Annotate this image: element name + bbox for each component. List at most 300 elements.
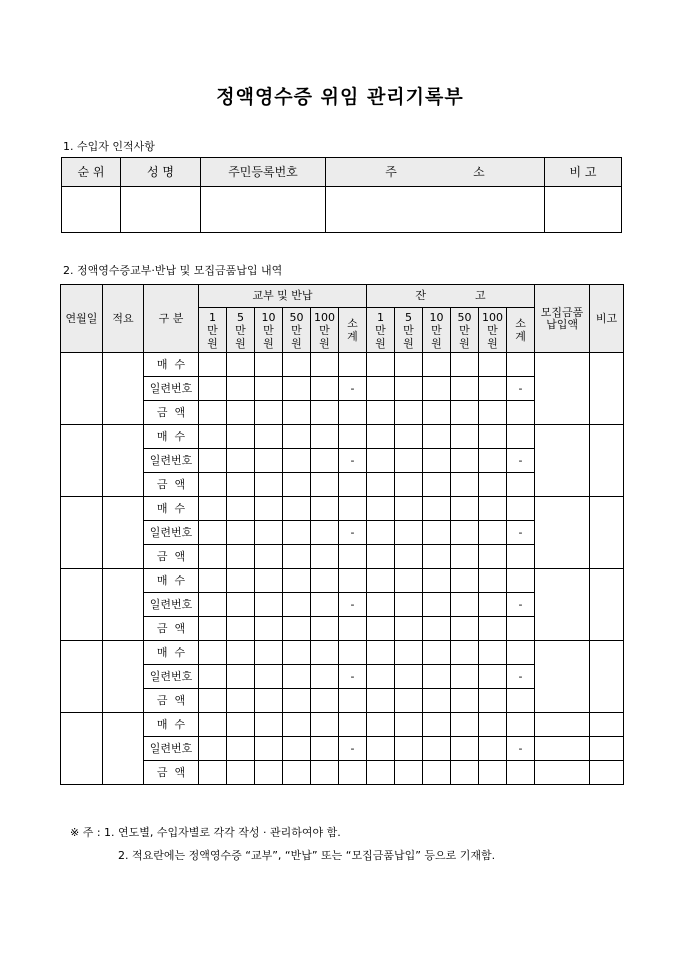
amount-cell[interactable] [451, 401, 479, 425]
amount-cell[interactable] [227, 761, 255, 785]
date-cell[interactable] [61, 353, 103, 425]
amount-cell[interactable] [227, 569, 255, 593]
reason-cell[interactable] [103, 353, 144, 425]
amount-cell[interactable] [199, 545, 227, 569]
amount-cell[interactable] [479, 449, 507, 473]
row-type-label: 일련번호 [144, 737, 199, 761]
amount-cell[interactable] [283, 713, 311, 737]
amount-cell[interactable] [227, 473, 255, 497]
date-cell[interactable] [61, 641, 103, 713]
amount-cell[interactable] [423, 473, 451, 497]
amount-cell[interactable] [479, 761, 507, 785]
reason-cell[interactable] [103, 425, 144, 497]
amount-cell[interactable] [423, 425, 451, 449]
amount-cell[interactable] [507, 713, 535, 737]
amount-cell[interactable] [227, 689, 255, 713]
rank-cell[interactable] [62, 187, 121, 233]
amount-cell[interactable] [451, 497, 479, 521]
amount-cell[interactable] [255, 545, 283, 569]
record-remark-cell[interactable] [590, 641, 624, 713]
amount-cell[interactable] [255, 593, 283, 617]
amount-cell[interactable] [311, 665, 339, 689]
amount-cell[interactable] [311, 425, 339, 449]
amount-cell[interactable] [199, 521, 227, 545]
subtotal-dash: - [507, 737, 535, 761]
row-type-label: 매 수 [144, 641, 199, 665]
amount-cell[interactable] [507, 497, 535, 521]
balance-denom-header: 10 만 원 [423, 308, 451, 353]
header-name: 성 명 [121, 158, 201, 187]
amount-cell[interactable] [227, 545, 255, 569]
fund-amount-cell[interactable] [535, 761, 590, 785]
amount-cell[interactable] [283, 425, 311, 449]
amount-cell[interactable] [367, 449, 395, 473]
amount-cell[interactable] [507, 401, 535, 425]
amount-cell[interactable] [507, 425, 535, 449]
amount-cell[interactable] [199, 737, 227, 761]
amount-cell[interactable] [227, 425, 255, 449]
amount-cell[interactable] [199, 617, 227, 641]
amount-cell[interactable] [423, 641, 451, 665]
amount-cell[interactable] [311, 761, 339, 785]
amount-cell[interactable] [479, 737, 507, 761]
amount-cell[interactable] [395, 377, 423, 401]
amount-cell[interactable] [283, 473, 311, 497]
personal-info-table [61, 157, 622, 233]
amount-cell[interactable] [423, 617, 451, 641]
row-type-label: 금 액 [144, 617, 199, 641]
balance-denom-header: 1 만 원 [367, 308, 395, 353]
record-remark-cell[interactable] [590, 737, 624, 761]
amount-cell[interactable] [283, 401, 311, 425]
amount-cell[interactable] [423, 713, 451, 737]
amount-cell[interactable] [311, 521, 339, 545]
amount-cell[interactable] [255, 641, 283, 665]
row-type-label: 일련번호 [144, 521, 199, 545]
amount-cell[interactable] [283, 353, 311, 377]
reason-cell[interactable] [103, 713, 144, 785]
amount-cell[interactable] [367, 617, 395, 641]
amount-cell[interactable] [451, 593, 479, 617]
amount-cell[interactable] [255, 713, 283, 737]
amount-cell[interactable] [227, 593, 255, 617]
amount-cell[interactable] [283, 497, 311, 521]
header-rank: 순 위 [62, 158, 121, 187]
amount-cell[interactable] [479, 521, 507, 545]
amount-cell[interactable] [199, 449, 227, 473]
amount-cell[interactable] [367, 641, 395, 665]
amount-cell[interactable] [199, 761, 227, 785]
record-remark-cell[interactable] [590, 713, 624, 737]
section1-heading: 1. 수입자 인적사항 [63, 140, 155, 153]
date-cell[interactable] [61, 425, 103, 497]
amount-cell[interactable] [507, 473, 535, 497]
col-reason-header: 적요 [103, 285, 144, 353]
amount-cell[interactable] [395, 665, 423, 689]
amount-cell[interactable] [283, 761, 311, 785]
group-issue-header: 교부 및 반납 [199, 285, 367, 308]
amount-cell[interactable] [451, 377, 479, 401]
name-cell[interactable] [121, 187, 201, 233]
subtotal-dash: - [339, 377, 367, 401]
issue-denom-header: 100 만 원 [311, 308, 339, 353]
amount-cell[interactable] [451, 713, 479, 737]
amount-cell[interactable] [451, 521, 479, 545]
col-fund-header: 모집금품 납입액 [535, 285, 590, 353]
subtotal-dash: - [339, 521, 367, 545]
amount-cell[interactable] [423, 353, 451, 377]
amount-cell[interactable] [423, 737, 451, 761]
record-row [61, 569, 624, 593]
amount-cell[interactable] [507, 569, 535, 593]
amount-cell[interactable] [255, 353, 283, 377]
amount-cell[interactable] [479, 641, 507, 665]
reason-cell[interactable] [103, 497, 144, 569]
amount-cell[interactable] [395, 641, 423, 665]
row-type-label: 금 액 [144, 761, 199, 785]
amount-cell[interactable] [423, 377, 451, 401]
note-line-2: 2. 적요란에는 정액영수증 “교부”, “반납” 또는 “모집금품납입” 등으로 기재함. [118, 849, 496, 862]
amount-cell[interactable] [423, 401, 451, 425]
group-balance-header: 잔 고 [367, 285, 535, 308]
amount-cell[interactable] [311, 473, 339, 497]
amount-cell[interactable] [367, 761, 395, 785]
amount-cell[interactable] [451, 617, 479, 641]
amount-cell[interactable] [423, 665, 451, 689]
amount-cell[interactable] [311, 737, 339, 761]
fund-amount-cell[interactable] [535, 641, 590, 713]
amount-cell[interactable] [339, 617, 367, 641]
record-row [61, 737, 624, 761]
amount-cell[interactable] [395, 545, 423, 569]
amount-cell[interactable] [395, 569, 423, 593]
amount-cell[interactable] [367, 569, 395, 593]
amount-cell[interactable] [199, 401, 227, 425]
amount-cell[interactable] [451, 737, 479, 761]
amount-cell[interactable] [199, 689, 227, 713]
amount-cell[interactable] [367, 737, 395, 761]
balance-denom-header: 100 만 원 [479, 308, 507, 353]
amount-cell[interactable] [339, 641, 367, 665]
amount-cell[interactable] [507, 689, 535, 713]
issue-denom-header: 1 만 원 [199, 308, 227, 353]
amount-cell[interactable] [227, 521, 255, 545]
record-row [61, 713, 624, 737]
amount-cell[interactable] [479, 593, 507, 617]
amount-cell[interactable] [423, 497, 451, 521]
amount-cell[interactable] [227, 497, 255, 521]
amount-cell[interactable] [255, 425, 283, 449]
amount-cell[interactable] [283, 449, 311, 473]
record-row [61, 425, 624, 449]
amount-cell[interactable] [283, 641, 311, 665]
reason-cell[interactable] [103, 569, 144, 641]
amount-cell[interactable] [311, 377, 339, 401]
amount-cell[interactable] [283, 737, 311, 761]
amount-cell[interactable] [395, 521, 423, 545]
amount-cell[interactable] [451, 665, 479, 689]
record-row [61, 497, 624, 521]
amount-cell[interactable] [367, 473, 395, 497]
reason-cell[interactable] [103, 641, 144, 713]
fund-amount-cell[interactable] [535, 569, 590, 641]
amount-cell[interactable] [255, 377, 283, 401]
amount-cell[interactable] [311, 353, 339, 377]
subtotal-dash: - [339, 665, 367, 689]
amount-cell[interactable] [227, 377, 255, 401]
amount-cell[interactable] [451, 425, 479, 449]
amount-cell[interactable] [311, 497, 339, 521]
amount-cell[interactable] [367, 545, 395, 569]
issue-record-table [60, 284, 624, 785]
amount-cell[interactable] [367, 353, 395, 377]
amount-cell[interactable] [479, 401, 507, 425]
amount-cell[interactable] [339, 425, 367, 449]
record-row [61, 641, 624, 665]
amount-cell[interactable] [199, 497, 227, 521]
amount-cell[interactable] [479, 377, 507, 401]
amount-cell[interactable] [479, 665, 507, 689]
amount-cell[interactable] [199, 353, 227, 377]
record-remark-cell[interactable] [590, 569, 624, 641]
amount-cell[interactable] [283, 689, 311, 713]
amount-cell[interactable] [283, 569, 311, 593]
amount-cell[interactable] [423, 593, 451, 617]
amount-cell[interactable] [507, 545, 535, 569]
record-row [61, 761, 624, 785]
row-type-label: 매 수 [144, 497, 199, 521]
amount-cell[interactable] [395, 713, 423, 737]
row-type-label: 금 액 [144, 545, 199, 569]
fund-amount-cell[interactable] [535, 737, 590, 761]
amount-cell[interactable] [479, 353, 507, 377]
amount-cell[interactable] [395, 473, 423, 497]
amount-cell[interactable] [479, 617, 507, 641]
balance-denom-header: 소 계 [507, 308, 535, 353]
amount-cell[interactable] [283, 617, 311, 641]
amount-cell[interactable] [507, 641, 535, 665]
record-remark-cell[interactable] [590, 353, 624, 425]
amount-cell[interactable] [367, 665, 395, 689]
amount-cell[interactable] [451, 689, 479, 713]
amount-cell[interactable] [423, 569, 451, 593]
amount-cell[interactable] [451, 473, 479, 497]
amount-cell[interactable] [479, 425, 507, 449]
amount-cell[interactable] [339, 473, 367, 497]
amount-cell[interactable] [283, 593, 311, 617]
amount-cell[interactable] [367, 593, 395, 617]
amount-cell[interactable] [367, 377, 395, 401]
row-type-label: 매 수 [144, 425, 199, 449]
date-cell[interactable] [61, 713, 103, 785]
amount-cell[interactable] [255, 737, 283, 761]
amount-cell[interactable] [479, 545, 507, 569]
amount-cell[interactable] [451, 449, 479, 473]
amount-cell[interactable] [423, 761, 451, 785]
amount-cell[interactable] [479, 713, 507, 737]
row-type-label: 매 수 [144, 713, 199, 737]
row-type-label: 금 액 [144, 401, 199, 425]
amount-cell[interactable] [395, 689, 423, 713]
amount-cell[interactable] [367, 497, 395, 521]
amount-cell[interactable] [227, 641, 255, 665]
amount-cell[interactable] [367, 521, 395, 545]
id-number-cell[interactable] [201, 187, 326, 233]
amount-cell[interactable] [395, 737, 423, 761]
fund-amount-cell[interactable] [535, 713, 590, 737]
record-row [61, 353, 624, 377]
amount-cell[interactable] [423, 449, 451, 473]
amount-cell[interactable] [339, 353, 367, 377]
amount-cell[interactable] [255, 689, 283, 713]
amount-cell[interactable] [339, 713, 367, 737]
subtotal-dash: - [507, 521, 535, 545]
col-date-header: 연월일 [61, 285, 103, 353]
section2-heading: 2. 정액영수증교부·반납 및 모집금품납입 내역 [63, 264, 283, 277]
amount-cell[interactable] [507, 353, 535, 377]
row-type-label: 일련번호 [144, 665, 199, 689]
issue-denom-header: 50 만 원 [283, 308, 311, 353]
amount-cell[interactable] [311, 593, 339, 617]
amount-cell[interactable] [311, 401, 339, 425]
amount-cell[interactable] [255, 473, 283, 497]
amount-cell[interactable] [199, 425, 227, 449]
amount-cell[interactable] [255, 569, 283, 593]
amount-cell[interactable] [283, 377, 311, 401]
record-remark-cell[interactable] [590, 761, 624, 785]
amount-cell[interactable] [255, 449, 283, 473]
amount-cell[interactable] [507, 761, 535, 785]
issue-denom-header: 소 계 [339, 308, 367, 353]
amount-cell[interactable] [395, 761, 423, 785]
balance-denom-header: 5 만 원 [395, 308, 423, 353]
amount-cell[interactable] [283, 545, 311, 569]
amount-cell[interactable] [199, 377, 227, 401]
page-title: 정액영수증 위임 관리기록부 [216, 86, 464, 108]
amount-cell[interactable] [283, 521, 311, 545]
amount-cell[interactable] [479, 497, 507, 521]
row-type-label: 일련번호 [144, 377, 199, 401]
amount-cell[interactable] [311, 545, 339, 569]
amount-cell[interactable] [227, 713, 255, 737]
amount-cell[interactable] [451, 641, 479, 665]
amount-cell[interactable] [199, 713, 227, 737]
amount-cell[interactable] [423, 521, 451, 545]
amount-cell[interactable] [367, 425, 395, 449]
amount-cell[interactable] [339, 497, 367, 521]
header-id-number: 주민등록번호 [201, 158, 326, 187]
row-type-label: 일련번호 [144, 593, 199, 617]
amount-cell[interactable] [255, 761, 283, 785]
amount-cell[interactable] [423, 545, 451, 569]
amount-cell[interactable] [395, 401, 423, 425]
amount-cell[interactable] [367, 401, 395, 425]
amount-cell[interactable] [199, 665, 227, 689]
amount-cell[interactable] [367, 689, 395, 713]
record-remark-cell[interactable] [590, 425, 624, 497]
amount-cell[interactable] [479, 473, 507, 497]
issue-denom-header: 5 만 원 [227, 308, 255, 353]
amount-cell[interactable] [311, 569, 339, 593]
amount-cell[interactable] [451, 353, 479, 377]
amount-cell[interactable] [395, 497, 423, 521]
amount-cell[interactable] [199, 593, 227, 617]
amount-cell[interactable] [283, 665, 311, 689]
amount-cell[interactable] [339, 689, 367, 713]
amount-cell[interactable] [423, 689, 451, 713]
amount-cell[interactable] [227, 401, 255, 425]
col-type-header: 구 분 [144, 285, 199, 353]
amount-cell[interactable] [255, 497, 283, 521]
amount-cell[interactable] [255, 521, 283, 545]
subtotal-dash: - [507, 665, 535, 689]
amount-cell[interactable] [311, 713, 339, 737]
col-remark-header: 비고 [590, 285, 624, 353]
amount-cell[interactable] [395, 617, 423, 641]
amount-cell[interactable] [311, 641, 339, 665]
header-remark: 비 고 [545, 158, 622, 187]
amount-cell[interactable] [199, 473, 227, 497]
amount-cell[interactable] [311, 689, 339, 713]
row-type-label: 매 수 [144, 353, 199, 377]
amount-cell[interactable] [339, 401, 367, 425]
amount-cell[interactable] [451, 545, 479, 569]
fund-amount-cell[interactable] [535, 353, 590, 425]
amount-cell[interactable] [479, 689, 507, 713]
amount-cell[interactable] [311, 449, 339, 473]
record-remark-cell[interactable] [590, 497, 624, 569]
address-cell[interactable] [326, 187, 545, 233]
amount-cell[interactable] [395, 449, 423, 473]
remark-cell[interactable] [545, 187, 622, 233]
amount-cell[interactable] [395, 593, 423, 617]
subtotal-dash: - [339, 593, 367, 617]
amount-cell[interactable] [227, 665, 255, 689]
amount-cell[interactable] [199, 569, 227, 593]
issue-denom-header: 10 만 원 [255, 308, 283, 353]
date-cell[interactable] [61, 497, 103, 569]
amount-cell[interactable] [255, 401, 283, 425]
amount-cell[interactable] [451, 569, 479, 593]
amount-cell[interactable] [227, 449, 255, 473]
row-type-label: 금 액 [144, 473, 199, 497]
fund-amount-cell[interactable] [535, 425, 590, 497]
amount-cell[interactable] [367, 713, 395, 737]
amount-cell[interactable] [255, 617, 283, 641]
amount-cell[interactable] [227, 353, 255, 377]
amount-cell[interactable] [227, 617, 255, 641]
balance-denom-header: 50 만 원 [451, 308, 479, 353]
amount-cell[interactable] [395, 353, 423, 377]
amount-cell[interactable] [311, 617, 339, 641]
subtotal-dash: - [339, 449, 367, 473]
row-type-label: 일련번호 [144, 449, 199, 473]
amount-cell[interactable] [479, 569, 507, 593]
amount-cell[interactable] [227, 737, 255, 761]
amount-cell[interactable] [339, 545, 367, 569]
amount-cell[interactable] [255, 665, 283, 689]
amount-cell[interactable] [395, 425, 423, 449]
subtotal-dash: - [507, 593, 535, 617]
amount-cell[interactable] [451, 761, 479, 785]
fund-amount-cell[interactable] [535, 497, 590, 569]
amount-cell[interactable] [339, 761, 367, 785]
header-address: 주 소 [326, 158, 545, 187]
date-cell[interactable] [61, 569, 103, 641]
amount-cell[interactable] [339, 569, 367, 593]
amount-cell[interactable] [199, 641, 227, 665]
amount-cell[interactable] [507, 617, 535, 641]
